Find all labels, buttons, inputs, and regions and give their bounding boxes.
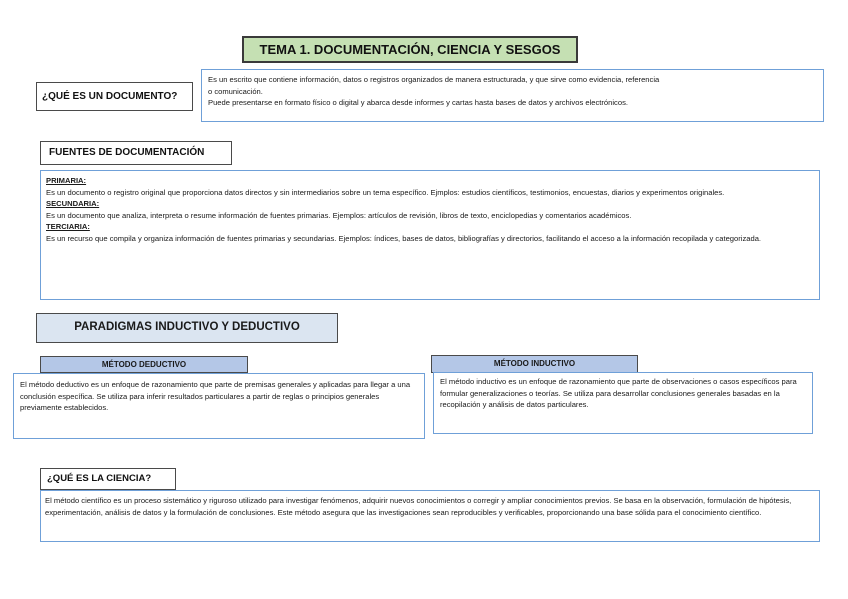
ciencia-text: El método científico es un proceso sistemático y riguroso utilizado para investigar fenómenos, adquirir nuevos conocimientos o corregir y ampliar conocimientos previos. Se basa en la observación, formulación de hipótesis, experimentación, análisis de datos y la formulación de conclusiones. Este método asegura que las investigaciones sean reproducibles y verificables, proporcionando una base sólida para el conocimiento científico. <box>40 490 820 542</box>
fuentes-heading: FUENTES DE DOCUMENTACIÓN <box>40 141 232 165</box>
secundaria-text: Es un documento que analiza, interpreta o resume información de fuentes primarias. Ejemplos: artículos de revisión, libros de texto, enciclopedias y comentarios académicos. <box>46 210 632 220</box>
fuentes-content <box>40 170 820 300</box>
page-title: TEMA 1. DOCUMENTACIÓN, CIENCIA Y SESGOS <box>242 36 578 63</box>
inductivo-title: MÉTODO INDUCTIVO <box>431 355 638 373</box>
documento-line-3: Puede presentarse en formato físico o digital y abarca desde informes y cartas hasta bases de datos y archivos electrónicos. <box>208 98 628 108</box>
terciaria-label: TERCIARIA: <box>46 222 90 232</box>
ciencia-question: ¿QUÉ ES LA CIENCIA? <box>40 468 176 490</box>
documento-line-2: o comunicación. <box>208 86 263 96</box>
secundaria-label: SECUNDARIA: <box>46 199 100 209</box>
documento-question: ¿QUÉ ES UN DOCUMENTO? <box>36 82 193 111</box>
primaria-text: Es un documento o registro original que proporciona datos directos y sin intermediarios sobre un tema específico. Ejmplos: estudios científicos, testimonios, encuestas, diarios y experimentos originales. <box>46 187 725 197</box>
deductivo-text: El método deductivo es un enfoque de razonamiento que parte de premisas generales y aplicadas para llegar a una conclusión específica. Se utiliza para inferir resultados particulares a partir de reglas o principios generales previamente establecidos. <box>13 373 425 439</box>
terciaria-text: Es un recurso que compila y organiza información de fuentes primarias y secundarias. Ejemplos: índices, bases de datos, bibliografías y directorios, facilitando el acceso a la información recopilada y categorizada. <box>46 233 762 243</box>
inductivo-text: El método inductivo es un enfoque de razonamiento que parte de observaciones o casos específicos para formular generalizaciones o teorías. Se utiliza para desarrollar conclusiones generales basadas en la recopilación y análisis de datos particulares. <box>433 372 813 434</box>
primaria-label: PRIMARIA: <box>46 176 87 185</box>
paradigmas-heading: PARADIGMAS INDUCTIVO Y DEDUCTIVO <box>36 313 338 343</box>
documento-definition <box>201 69 824 122</box>
documento-line-1: Es un escrito que contiene información, datos o registros organizados de manera estructurada, y que sirve como evidencia, referencia <box>208 75 660 84</box>
deductivo-title: MÉTODO DEDUCTIVO <box>40 356 248 373</box>
